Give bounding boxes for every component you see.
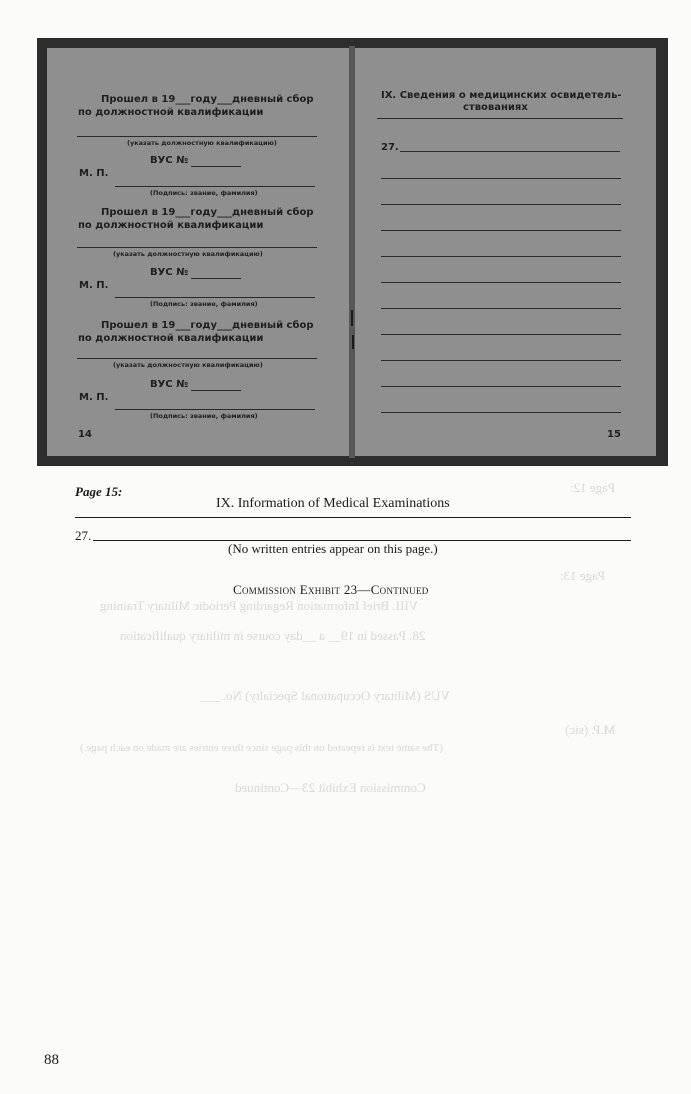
ghost-line: Page 12: bbox=[570, 480, 616, 495]
training-line-2: по должностной квалификации bbox=[78, 107, 264, 118]
page-number-15: 15 bbox=[607, 429, 621, 440]
section-rule bbox=[75, 517, 631, 518]
qualification-hint: (указать должностную квалификацию) bbox=[113, 361, 263, 369]
ghost-line: Commission Exhibit 23—Continued bbox=[235, 780, 426, 795]
training-line-2: по должностной квалификации bbox=[78, 220, 264, 231]
entry-line bbox=[381, 282, 621, 283]
ghost-line: VUS (Military Occupational Specialty) No. ___ bbox=[200, 688, 450, 703]
ghost-line: VIII. Brief Information Regarding Periodic Military Training bbox=[100, 598, 419, 613]
vus-line bbox=[191, 278, 241, 279]
signature-line bbox=[115, 186, 315, 187]
ghost-line: 28. Passed in 19__ a __day course in military qualification bbox=[120, 628, 426, 643]
no-entries-note: (No written entries appear on this page.) bbox=[228, 541, 438, 556]
fill-line bbox=[77, 358, 317, 359]
medical-heading-line-2: ствованиях bbox=[463, 102, 528, 113]
ghost-line: Page 13: bbox=[560, 568, 606, 583]
entry-line bbox=[400, 151, 620, 152]
booklet-photo bbox=[37, 38, 668, 466]
signature-hint: (Подпись: звание, фамилия) bbox=[150, 300, 258, 308]
booklet-page-15 bbox=[355, 48, 656, 456]
margin-mark bbox=[351, 310, 353, 326]
vus-line bbox=[191, 166, 241, 167]
exhibit-label: Commission Exhibit 23—Continued bbox=[233, 582, 429, 597]
entry-number: 27. bbox=[381, 142, 399, 153]
training-line-1: Прошел в 19___году___дневный сбор bbox=[101, 207, 314, 218]
entry-line bbox=[381, 256, 621, 257]
vus-label: ВУС № bbox=[150, 267, 189, 278]
fill-line bbox=[77, 247, 317, 248]
footer-page-number: 88 bbox=[44, 1052, 59, 1068]
page-label: Page 15: bbox=[75, 484, 123, 499]
section-title: IX. Information of Medical Examinations bbox=[216, 496, 450, 511]
mp-label: М. П. bbox=[79, 392, 109, 403]
entry-line bbox=[381, 204, 621, 205]
entry-line bbox=[381, 412, 621, 413]
entry-number-translation: 27. bbox=[75, 528, 92, 543]
vus-label: ВУС № bbox=[150, 155, 189, 166]
medical-heading-line-1: IX. Сведения о медицинских освидетель- bbox=[381, 90, 622, 101]
ghost-line: (The same text is repeated on this page since three entries are made on each page.) bbox=[80, 742, 443, 754]
signature-hint: (Подпись: звание, фамилия) bbox=[150, 412, 258, 420]
vus-line bbox=[191, 390, 241, 391]
margin-mark bbox=[352, 335, 354, 349]
training-line-1: Прошел в 19___году___дневный сбор bbox=[101, 94, 314, 105]
mp-label: М. П. bbox=[79, 168, 109, 179]
signature-hint: (Подпись: звание, фамилия) bbox=[150, 189, 258, 197]
signature-line bbox=[115, 409, 315, 410]
entry-line bbox=[381, 178, 621, 179]
training-line-2: по должностной квалификации bbox=[78, 333, 264, 344]
vus-label: ВУС № bbox=[150, 379, 189, 390]
page-number-14: 14 bbox=[78, 429, 92, 440]
qualification-hint: (указать должностную квалификацию) bbox=[113, 250, 263, 258]
entry-line bbox=[381, 230, 621, 231]
entry-line bbox=[381, 308, 621, 309]
entry-line bbox=[381, 360, 621, 361]
mp-label: М. П. bbox=[79, 280, 109, 291]
signature-line bbox=[115, 297, 315, 298]
ghost-line: M.P. (sic) bbox=[565, 722, 616, 737]
qualification-hint: (указать должностную квалификацию) bbox=[127, 139, 277, 147]
fill-line bbox=[77, 136, 317, 137]
entry-line bbox=[381, 334, 621, 335]
entry-line bbox=[381, 386, 621, 387]
booklet-page-14 bbox=[47, 48, 349, 456]
heading-rule bbox=[377, 118, 623, 119]
training-line-1: Прошел в 19___году___дневный сбор bbox=[101, 320, 314, 331]
